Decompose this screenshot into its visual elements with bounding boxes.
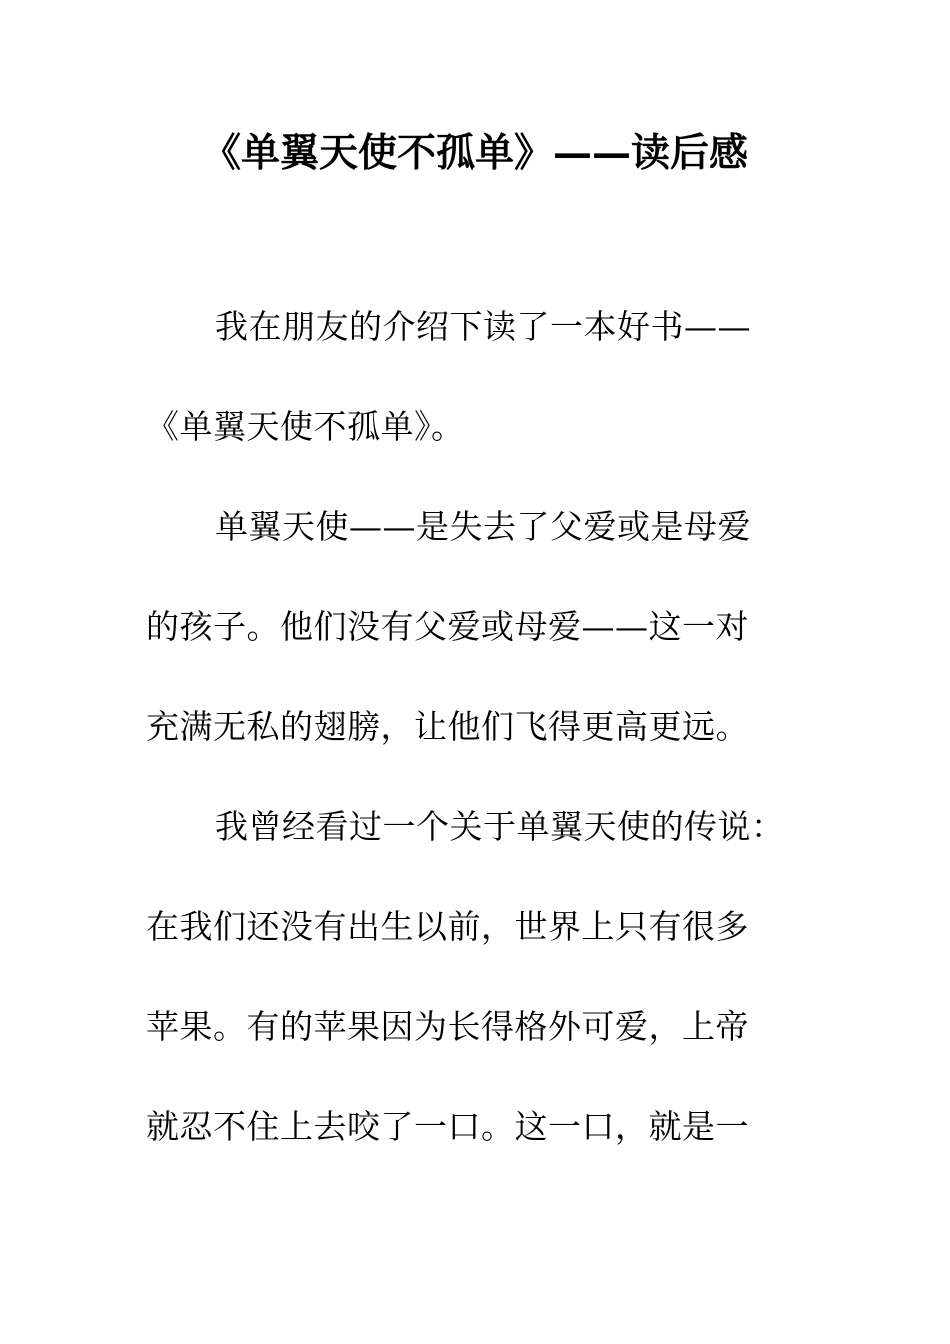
- paragraph-2-line-3: 充满无私的翅膀，让他们飞得更高更远。: [146, 707, 749, 746]
- paragraph-1-line-2: 《单翼天使不孤单》。: [146, 407, 465, 446]
- paragraph-1-line-1: 我在朋友的介绍下读了一本好书——: [215, 307, 751, 346]
- essay-title: 《单翼天使不孤单》——读后感: [201, 130, 748, 176]
- paragraph-2-line-1: 单翼天使——是失去了父爱或是母爱: [215, 507, 751, 546]
- paragraph-3-line-1: 我曾经看过一个关于单翼天使的传说：: [215, 807, 785, 846]
- paragraph-2-line-2: 的孩子。他们没有父爱或母爱——这一对: [146, 607, 749, 646]
- paragraph-3-line-2: 在我们还没有出生以前，世界上只有很多: [146, 907, 749, 946]
- paragraph-3-line-4: 就忍不住上去咬了一口。这一口，就是一: [146, 1107, 749, 1146]
- paragraph-3-line-3: 苹果。有的苹果因为长得格外可爱，上帝: [146, 1007, 749, 1046]
